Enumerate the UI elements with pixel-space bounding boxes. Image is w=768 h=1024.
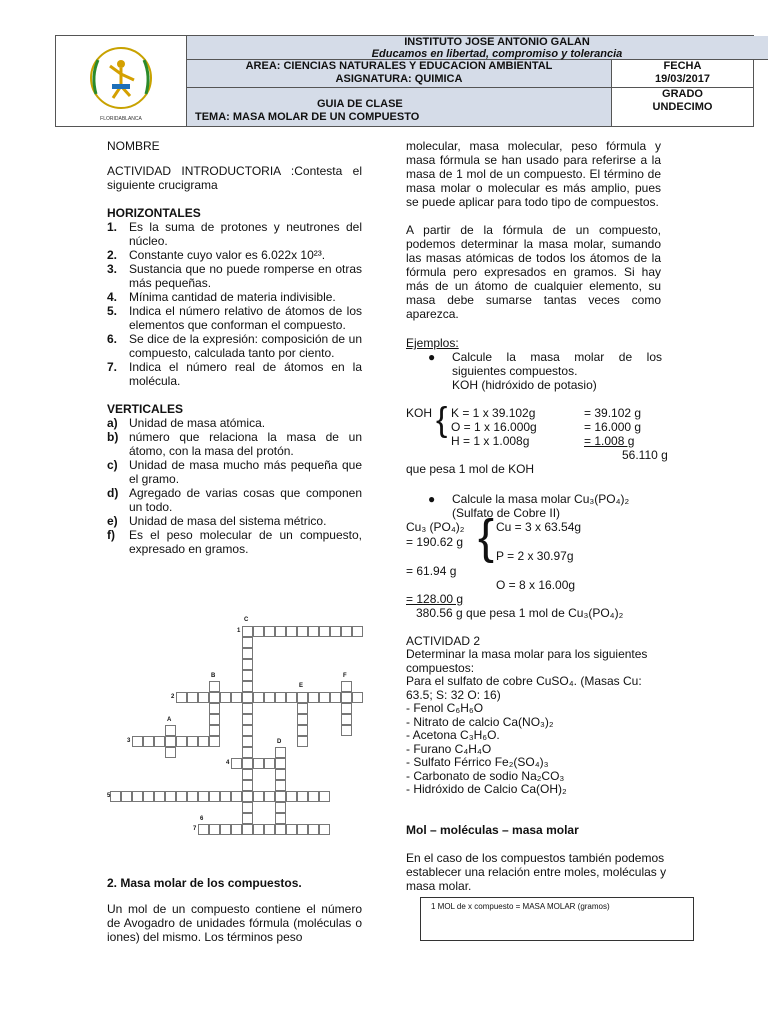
crossword-cell[interactable] — [143, 791, 154, 802]
clue-item — [107, 360, 362, 388]
clue-number: 5. — [107, 304, 118, 318]
clue-text: Es la suma de protones y neutrones del núcleo. — [129, 220, 362, 248]
activity2-line: - Sulfato Férrico Fe₂(SO₄)₃ — [406, 755, 549, 769]
crossword-cell[interactable] — [275, 769, 286, 780]
crossword-cell[interactable] — [176, 736, 187, 747]
clue-item — [107, 416, 362, 430]
crossword-label: E — [299, 683, 304, 689]
crossword-cell[interactable] — [275, 802, 286, 813]
date-label: FECHA — [663, 60, 702, 72]
crossword-cell[interactable] — [308, 692, 319, 703]
bullet-icon: ● — [428, 350, 436, 364]
crossword-cell[interactable] — [132, 791, 143, 802]
crossword-cell[interactable] — [275, 758, 286, 769]
crossword-cell[interactable] — [110, 791, 121, 802]
crossword-cell[interactable] — [286, 791, 297, 802]
clue-number: c) — [107, 458, 118, 472]
crossword-cell[interactable] — [231, 824, 242, 835]
crossword-cell[interactable] — [264, 758, 275, 769]
crossword-cell[interactable] — [231, 791, 242, 802]
crossword-cell[interactable] — [253, 791, 264, 802]
crossword-cell[interactable] — [143, 736, 154, 747]
crossword-label: 5 — [107, 793, 111, 799]
clue-item — [107, 304, 362, 332]
area-row — [187, 60, 611, 88]
cu-line: Cu = 3 x 63.54g — [496, 520, 582, 534]
school-logo — [56, 36, 186, 126]
crossword-cell[interactable] — [352, 692, 363, 703]
crossword-cell[interactable] — [209, 703, 220, 714]
clue-number: b) — [107, 430, 119, 444]
crossword-cell[interactable] — [275, 692, 286, 703]
clue-number: f) — [107, 528, 115, 542]
header-title-row — [187, 36, 768, 60]
crossword-cell[interactable] — [242, 769, 253, 780]
activity2-line: - Acetona C₃H₆O. — [406, 728, 500, 742]
crossword-cell[interactable] — [220, 692, 231, 703]
guide-title: GUIA DE CLASE — [317, 98, 403, 110]
crossword-cell[interactable] — [242, 714, 253, 725]
crossword-label: D — [277, 739, 282, 745]
crossword-cell[interactable] — [220, 791, 231, 802]
crossword-cell[interactable] — [121, 791, 132, 802]
clue-text: Unidad de masa mucho más pequeña que el gramo. — [129, 458, 362, 486]
crossword-cell[interactable] — [154, 736, 165, 747]
p-line: P = 2 x 30.97g — [496, 549, 574, 563]
crossword-cell[interactable] — [132, 736, 143, 747]
crossword-cell[interactable] — [242, 813, 253, 824]
vertical-clues — [107, 416, 362, 556]
clue-number: 6. — [107, 332, 118, 346]
crossword-cell[interactable] — [165, 747, 176, 758]
crossword-cell[interactable] — [242, 648, 253, 659]
koh-line — [451, 406, 665, 420]
koh-total: 56.110 g — [622, 448, 668, 462]
activity2-line: - Fenol C₆H₆O — [406, 701, 484, 715]
activity2-line: - Hidróxido de Calcio Ca(OH)₂ — [406, 782, 567, 796]
crossword-cell[interactable] — [187, 736, 198, 747]
crossword-cell[interactable] — [330, 626, 341, 637]
school-logo-cell — [56, 36, 187, 126]
crossword-cell[interactable] — [242, 736, 253, 747]
crossword-cell[interactable] — [264, 626, 275, 637]
crossword-cell[interactable] — [297, 626, 308, 637]
clue-text: Unidad de masa del sistema métrico. — [129, 514, 327, 528]
koh-line-value: = 39.102 g — [584, 406, 642, 420]
crossword-cell[interactable] — [242, 824, 253, 835]
subject: ASIGNATURA: QUIMICA — [335, 73, 463, 85]
crossword-cell[interactable] — [319, 824, 330, 835]
activity2-list — [406, 648, 671, 797]
clue-item — [107, 528, 362, 556]
crossword-label: 4 — [226, 760, 230, 766]
crossword-cell[interactable] — [231, 758, 242, 769]
crossword-cell[interactable] — [198, 824, 209, 835]
crossword-cell[interactable] — [319, 791, 330, 802]
crossword-cell[interactable] — [275, 824, 286, 835]
crossword-cell[interactable] — [341, 681, 352, 692]
clue-item — [107, 430, 362, 458]
clue-number: 4. — [107, 290, 118, 304]
clue-text: Indica el número real de átomos en la molécula. — [129, 360, 362, 388]
cu-total: 380.56 g que pesa 1 mol de Cu₃(PO₄)₂ — [416, 606, 624, 620]
brace-icon: { — [478, 511, 495, 564]
horizontal-title: HORIZONTALES — [107, 206, 201, 220]
crossword-cell[interactable] — [209, 791, 220, 802]
crossword-cell[interactable] — [165, 791, 176, 802]
clue-item — [107, 458, 362, 486]
crossword-label: 6 — [200, 816, 204, 822]
koh-label: KOH — [406, 406, 433, 420]
clue-number: a) — [107, 416, 118, 430]
example2-bullet: Calcule la masa molar Cu₃(PO₄)₂ — [452, 492, 630, 506]
section2-text: Un mol de un compuesto contiene el número de Avogadro de unidades fórmula (moléculas o iones) del mismo. Los términos peso — [107, 902, 362, 944]
clue-text: Constante cuyo valor es 6.022x 10²³. — [129, 248, 326, 262]
topic: TEMA: MASA MOLAR DE UN COMPUESTO — [195, 111, 420, 123]
crossword-cell[interactable] — [352, 626, 363, 637]
koh-line-term: K = 1 x 39.102g — [451, 406, 536, 420]
koh-line — [451, 420, 665, 434]
clue-text: Mínima cantidad de materia indivisible. — [129, 290, 336, 304]
activity2-line: - Nitrato de calcio Ca(NO₃)₂ — [406, 714, 554, 729]
cu-value: = 190.62 g — [406, 535, 464, 549]
crossword-cell[interactable] — [264, 692, 275, 703]
clue-item — [107, 486, 362, 514]
right-paragraph-2: A partir de la fórmula de un compuesto, podemos determinar la masa molar, sumando las masas atómicas de todos los átomos de la fórmula pero expresados en gramos. Si hay más de un átomo de cualquier elemento, su masa debe sumarse tantas veces como aparezca. — [406, 223, 661, 321]
clue-item — [107, 220, 362, 248]
crossword-cell[interactable] — [253, 758, 264, 769]
crossword-cell[interactable] — [187, 791, 198, 802]
crossword-cell[interactable] — [264, 791, 275, 802]
clue-item — [107, 262, 362, 290]
crossword-cell[interactable] — [242, 802, 253, 813]
crossword-cell[interactable] — [209, 824, 220, 835]
crossword-cell[interactable] — [275, 791, 286, 802]
crossword-cell[interactable] — [209, 692, 220, 703]
crossword-cell[interactable] — [297, 692, 308, 703]
vertical-title: VERTICALES — [107, 402, 184, 416]
crossword-cell[interactable] — [341, 725, 352, 736]
clue-number: 2. — [107, 248, 118, 262]
crossword-cell[interactable] — [220, 824, 231, 835]
crossword-cell[interactable] — [253, 824, 264, 835]
crossword-cell[interactable] — [209, 681, 220, 692]
motto: Educamos en libertad, compromiso y tolerancia — [371, 48, 623, 60]
clue-text: número que relaciona la masa de un átomo, con la masa del protón. — [129, 430, 362, 458]
crossword-cell[interactable] — [330, 692, 341, 703]
crossword-cell[interactable] — [275, 813, 286, 824]
crossword-cell[interactable] — [341, 626, 352, 637]
clue-item — [107, 514, 362, 528]
crossword-cell[interactable] — [319, 626, 330, 637]
crossword-cell[interactable] — [319, 692, 330, 703]
grade-cell — [611, 88, 753, 126]
date-cell — [611, 60, 753, 88]
crossword-label: C — [244, 617, 249, 623]
left-column — [107, 139, 362, 556]
clue-number: 3. — [107, 262, 118, 276]
crossword-cell[interactable] — [297, 824, 308, 835]
clue-item — [107, 248, 362, 262]
crossword-cell[interactable] — [253, 626, 264, 637]
crossword-cell[interactable] — [275, 780, 286, 791]
crossword-cell[interactable] — [165, 725, 176, 736]
clue-item — [107, 290, 362, 304]
mol-text: En el caso de los compuestos también podemos establecer una relación entre moles, moléculas y masa molar. — [406, 851, 667, 893]
crossword-cell[interactable] — [231, 692, 242, 703]
crossword-cell[interactable] — [209, 714, 220, 725]
crossword-cell[interactable] — [209, 725, 220, 736]
koh-line-term: O = 1 x 16.000g — [451, 420, 537, 434]
activity2-line: Para el sulfato de cobre CuSO₄. (Masas Cu: 63.5; S: 32 O: 16) — [406, 674, 642, 702]
koh-line-value: = 1.008 g — [584, 434, 635, 448]
crossword-cell[interactable] — [242, 780, 253, 791]
crossword-cell[interactable] — [176, 692, 187, 703]
crossword-label: F — [343, 673, 347, 679]
right-paragraph-1: molecular, masa molecular, peso fórmula y masa fórmula se han usado para referirse a la masa de 1 mol de un compuesto. El término de masa molar o molecular es más amplio, pues se puede aplicar para todo tipo de compuestos. — [406, 139, 661, 209]
crossword-cell[interactable] — [242, 681, 253, 692]
cu-formula: Cu₃ (PO₄)₂ — [406, 520, 465, 534]
crossword-cell[interactable] — [297, 725, 308, 736]
crossword-cell[interactable] — [297, 791, 308, 802]
date-value: 19/03/2017 — [654, 73, 711, 85]
crossword-cell[interactable] — [242, 626, 253, 637]
koh-calculation — [451, 406, 665, 448]
crossword-cell[interactable] — [165, 736, 176, 747]
crossword-cell[interactable] — [242, 747, 253, 758]
section2-title: 2. Masa molar de los compuestos. — [107, 876, 302, 890]
crossword-cell[interactable] — [341, 703, 352, 714]
example1-name: KOH (hidróxido de potasio) — [452, 378, 597, 392]
crossword-cell[interactable] — [297, 736, 308, 747]
horizontal-clues — [107, 220, 362, 388]
crossword-cell[interactable] — [308, 824, 319, 835]
crossword-cell[interactable] — [308, 626, 319, 637]
koh-line-value: = 16.000 g — [584, 420, 642, 434]
crossword-cell[interactable] — [275, 626, 286, 637]
svg-text:FLORIDABLANCA: FLORIDABLANCA — [100, 116, 142, 122]
clue-text: Agregado de varias cosas que componen un todo. — [129, 486, 362, 514]
crossword-cell[interactable] — [341, 714, 352, 725]
crossword-cell[interactable] — [242, 637, 253, 648]
clue-text: Se dice de la expresión: composición de un compuesto, calculada tanto por ciento. — [129, 332, 362, 360]
crossword-cell[interactable] — [242, 703, 253, 714]
crossword-cell[interactable] — [264, 824, 275, 835]
crossword-label: 3 — [127, 738, 131, 744]
clue-text: Sustancia que no puede romperse en otras más pequeñas. — [129, 262, 362, 290]
crossword-cell[interactable] — [242, 758, 253, 769]
crossword-cell[interactable] — [253, 692, 264, 703]
clue-number: 1. — [107, 220, 118, 234]
grade-value: UNDECIMO — [652, 101, 713, 113]
clue-text: Indica el número relativo de átomos de los elementos que conforman el compuesto. — [129, 304, 362, 332]
example1-bullet: Calcule la masa molar de los siguientes compuestos. — [452, 350, 662, 378]
crossword-label: 7 — [193, 826, 197, 832]
p-value: = 61.94 g — [406, 564, 457, 578]
crossword-cell[interactable] — [198, 791, 209, 802]
bullet-icon: ● — [428, 492, 436, 506]
activity2-line: - Furano C₄H₄O — [406, 741, 492, 756]
crossword-label: B — [211, 673, 216, 679]
intro-text: ACTIVIDAD INTRODUCTORIA :Contesta el siguiente crucigrama — [107, 164, 362, 192]
clue-number: d) — [107, 486, 119, 500]
institution-name: INSTITUTO JOSE ANTONIO GALAN — [404, 36, 590, 48]
crossword-cell[interactable] — [242, 692, 253, 703]
crossword-cell[interactable] — [198, 736, 209, 747]
formula-box-text: 1 MOL de x compuesto = MASA MOLAR (gramos) — [431, 902, 610, 911]
crossword-cell[interactable] — [242, 670, 253, 681]
crossword-cell[interactable] — [297, 714, 308, 725]
crossword-cell[interactable] — [176, 791, 187, 802]
crossword-cell[interactable] — [297, 703, 308, 714]
activity2-line: Determinar la masa molar para los siguientes compuestos: — [406, 647, 648, 675]
clue-item — [107, 332, 362, 360]
o-line: O = 8 x 16.00g — [496, 578, 576, 592]
formula-box — [420, 897, 694, 941]
crossword-grid — [107, 615, 370, 835]
crossword-cell[interactable] — [198, 692, 209, 703]
clue-number: e) — [107, 514, 118, 528]
crossword-cell[interactable] — [286, 824, 297, 835]
clue-text: Es el peso molecular de un compuesto, expresado en gramos. — [129, 528, 362, 556]
clue-number: 7. — [107, 360, 118, 374]
activity2-line: - Carbonato de sodio Na₂CO₃ — [406, 768, 565, 783]
crossword-cell[interactable] — [286, 626, 297, 637]
crossword-cell[interactable] — [209, 736, 220, 747]
brace-icon: { — [436, 401, 448, 439]
mol-title: Mol – moléculas – masa molar — [406, 823, 579, 837]
crossword-cell[interactable] — [286, 692, 297, 703]
crossword-cell[interactable] — [242, 791, 253, 802]
crossword-cell[interactable] — [308, 791, 319, 802]
activity2-title: ACTIVIDAD 2 — [406, 634, 481, 648]
crossword-cell[interactable] — [242, 659, 253, 670]
grade-label: GRADO — [662, 88, 703, 100]
koh-line-term: H = 1 x 1.008g — [451, 434, 530, 448]
crossword-cell[interactable] — [187, 692, 198, 703]
guide-row — [187, 88, 611, 126]
name-label: NOMBRE — [107, 139, 160, 153]
crossword-cell[interactable] — [341, 692, 352, 703]
koh-result: que pesa 1 mol de KOH — [406, 462, 535, 476]
crossword-label: 1 — [237, 628, 241, 634]
area: AREA: CIENCIAS NATURALES Y EDUCACION AMBIENTAL — [245, 60, 553, 72]
example2-name: (Sulfato de Cobre II) — [452, 506, 561, 520]
koh-line — [451, 434, 665, 448]
header-table — [55, 35, 754, 127]
clue-text: Unidad de masa atómica. — [129, 416, 266, 430]
examples-title: Ejemplos: — [406, 336, 459, 350]
crossword-cell[interactable] — [242, 725, 253, 736]
crossword-label: A — [167, 717, 172, 723]
o-value: = 128.00 g — [406, 592, 464, 606]
crossword-cell[interactable] — [275, 747, 286, 758]
crossword-cell[interactable] — [154, 791, 165, 802]
crossword-label: 2 — [171, 694, 175, 700]
